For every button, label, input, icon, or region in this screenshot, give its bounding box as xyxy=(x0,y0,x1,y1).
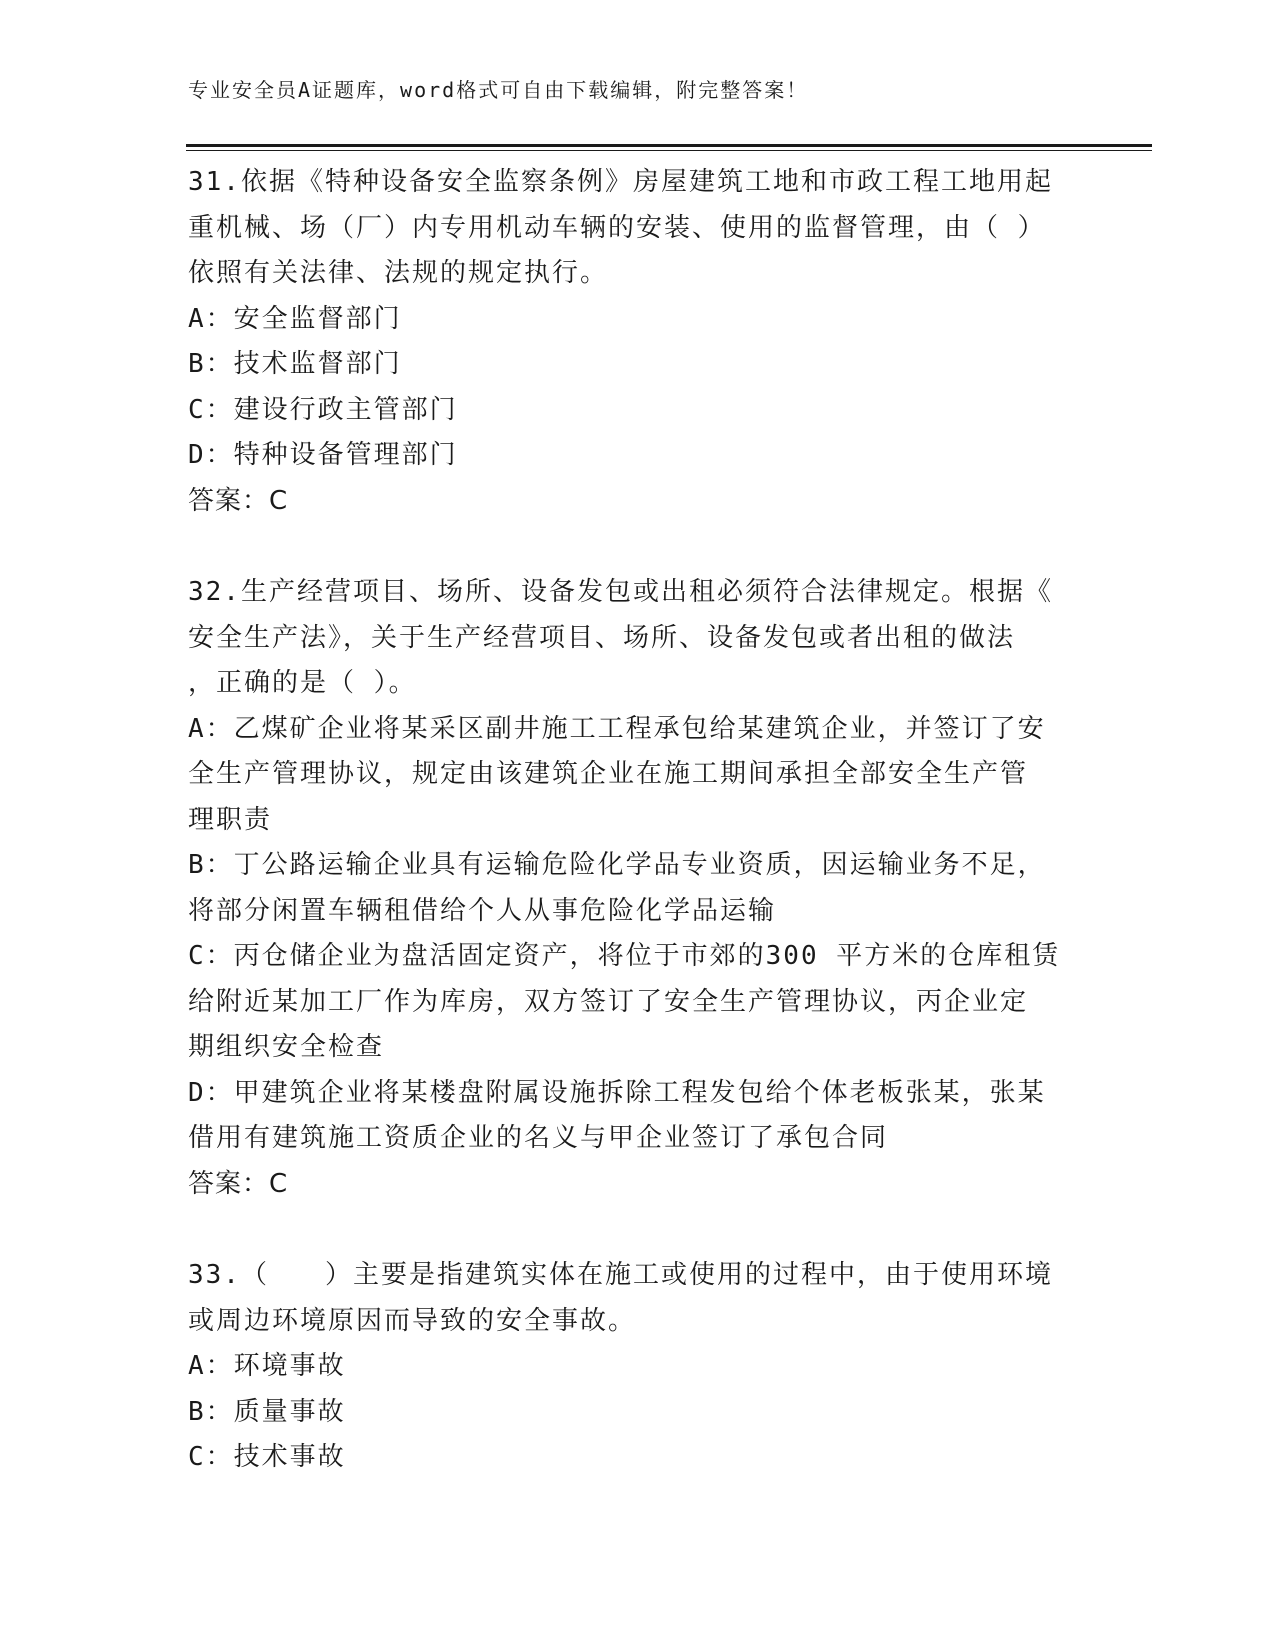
question-stem-line: 32.生产经营项目、场所、设备发包或出租必须符合法律规定。根据《 xyxy=(188,577,1053,607)
option-b: B：质量事故 xyxy=(188,1396,346,1427)
option-d: D：特种设备管理部门 xyxy=(188,440,458,470)
header-divider-thin xyxy=(186,150,1152,151)
option-a: A：乙煤矿企业将某采区副井施工工程承包给某建筑企业，并签订了安 xyxy=(188,713,1046,744)
option-d-cont: 借用有建筑施工资质企业的名义与甲企业签订了承包合同 xyxy=(188,1123,889,1153)
question-list xyxy=(188,160,1088,1481)
option-b: B：丁公路运输企业具有运输危险化学品专业资质，因运输业务不足， xyxy=(188,850,1046,880)
option-d: D：甲建筑企业将某楼盘附属设施拆除工程发包给个体老板张某，张某 xyxy=(188,1077,1046,1108)
question-stem-line: 重机械、场（厂）内专用机动车辆的安装、使用的监督管理，由（ ） xyxy=(188,212,1046,243)
header-divider xyxy=(186,144,1152,147)
option-a: A：环境事故 xyxy=(188,1351,346,1381)
question-stem-line: 安全生产法》，关于生产经营项目、场所、设备发包或者出租的做法 xyxy=(188,622,1016,653)
option-b-cont: 将部分闲置车辆租借给个人从事危险化学品运输 xyxy=(188,895,777,926)
question-spacer xyxy=(188,524,1088,570)
answer-label: 答案：C xyxy=(188,485,289,516)
option-c: C：建设行政主管部门 xyxy=(188,394,458,425)
question-33 xyxy=(188,1253,1088,1481)
answer-label: 答案：C xyxy=(188,1168,289,1199)
question-31 xyxy=(188,160,1088,524)
option-c: C：技术事故 xyxy=(188,1442,346,1472)
question-stem-line: 33.（ ）主要是指建筑实体在施工或使用的过程中，由于使用环境 xyxy=(188,1260,1053,1290)
question-spacer xyxy=(188,1207,1088,1253)
option-c-cont: 期组织安全检查 xyxy=(188,1032,385,1062)
question-stem-line: 31.依据《特种设备安全监察条例》房屋建筑工地和市政工程工地用起 xyxy=(188,167,1053,197)
question-stem-line: 依照有关法律、法规的规定执行。 xyxy=(188,258,609,288)
question-32 xyxy=(188,570,1088,1207)
option-a: A：安全监督部门 xyxy=(188,303,402,334)
option-c-cont: 给附近某加工厂作为库房，双方签订了安全生产管理协议，丙企业定 xyxy=(188,986,1029,1017)
question-stem-line: 或周边环境原因而导致的安全事故。 xyxy=(188,1305,637,1336)
question-stem-line: ，正确的是（ ）。 xyxy=(188,668,417,698)
page-header: 专业安全员A证题库，word格式可自由下载编辑，附完整答案！ xyxy=(188,78,809,102)
option-c: C：丙仓储企业为盘活固定资产，将位于市郊的300 平方米的仓库租赁 xyxy=(188,941,1061,971)
option-a-cont: 全生产管理协议，规定由该建筑企业在施工期间承担全部安全生产管 xyxy=(188,759,1029,789)
option-b: B：技术监督部门 xyxy=(188,349,402,379)
option-a-cont: 理职责 xyxy=(188,804,273,835)
